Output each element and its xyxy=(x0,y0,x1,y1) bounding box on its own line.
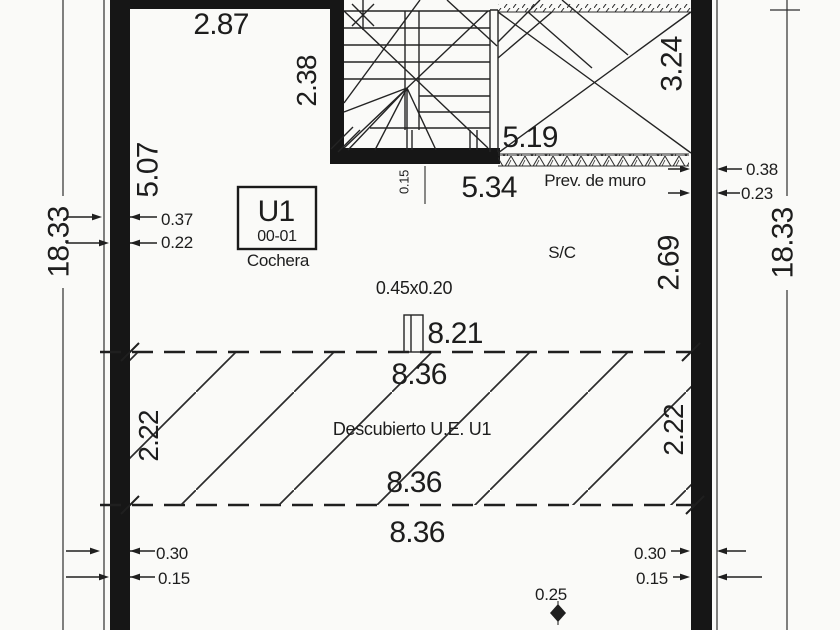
dim-836-bot: 8.36 xyxy=(389,516,445,549)
prev-muro-strip xyxy=(498,154,689,166)
dim-sc-height: 3.24 xyxy=(655,36,689,92)
dim-sc-width: 5.19 xyxy=(502,121,558,154)
sc-label: S/C xyxy=(548,243,576,262)
descubierto-label: Descubierto U.E. U1 xyxy=(332,419,492,439)
stair-bottom-wall xyxy=(330,148,500,164)
dim-sc-depth: 2.69 xyxy=(652,235,686,291)
dim-wall-offset-left-bottom: 0.30 xyxy=(156,544,188,563)
right-wall xyxy=(691,0,712,630)
dim-wall-left-thickness: 0.22 xyxy=(161,233,193,252)
unit-code: U1 xyxy=(257,195,295,228)
dim-column-offset: 0.25 xyxy=(535,585,567,604)
dim-top-room-width: 2.87 xyxy=(193,8,249,41)
dim-descubierto-depth-right: 2.22 xyxy=(658,404,689,456)
prev-de-muro-label: Prev. de muro xyxy=(544,171,646,190)
dim-wall-right-thickness-top: 0.23 xyxy=(741,184,773,203)
dim-wall-right-thickness-bottom: 0.15 xyxy=(636,569,668,588)
dim-stair-depth: 2.38 xyxy=(291,55,322,107)
unit-level-code: 00-01 xyxy=(257,228,297,245)
survey-diamond xyxy=(550,601,566,625)
unit-name: Cochera xyxy=(246,251,310,270)
column-symbol xyxy=(404,315,423,352)
dim-836-mid: 8.36 xyxy=(386,466,442,499)
dim-stair-wall-thickness: 0.15 xyxy=(396,169,412,195)
dim-wall-left-thickness-bottom: 0.15 xyxy=(158,569,190,588)
dim-interior-width: 8.21 xyxy=(427,317,483,350)
sc-top-future-wall xyxy=(498,4,691,12)
dim-wall-offset-right-bottom: 0.30 xyxy=(634,544,666,563)
dim-lot-depth-left: 18.33 xyxy=(42,206,76,278)
dim-descubierto-depth-left: 2.22 xyxy=(133,410,164,462)
column-size-label: 0.45x0.20 xyxy=(375,278,453,298)
dim-wall-offset-right-top: 0.38 xyxy=(746,160,778,179)
dim-room-depth: 5.07 xyxy=(131,142,165,198)
left-wall xyxy=(110,0,130,630)
stair-drawing xyxy=(331,0,498,152)
dim-lot-depth-right: 18.33 xyxy=(766,207,800,279)
dim-prev-muro-span: 5.34 xyxy=(461,171,517,204)
dim-836-top: 8.36 xyxy=(391,358,447,391)
dim-wall-offset-left: 0.37 xyxy=(161,210,193,229)
